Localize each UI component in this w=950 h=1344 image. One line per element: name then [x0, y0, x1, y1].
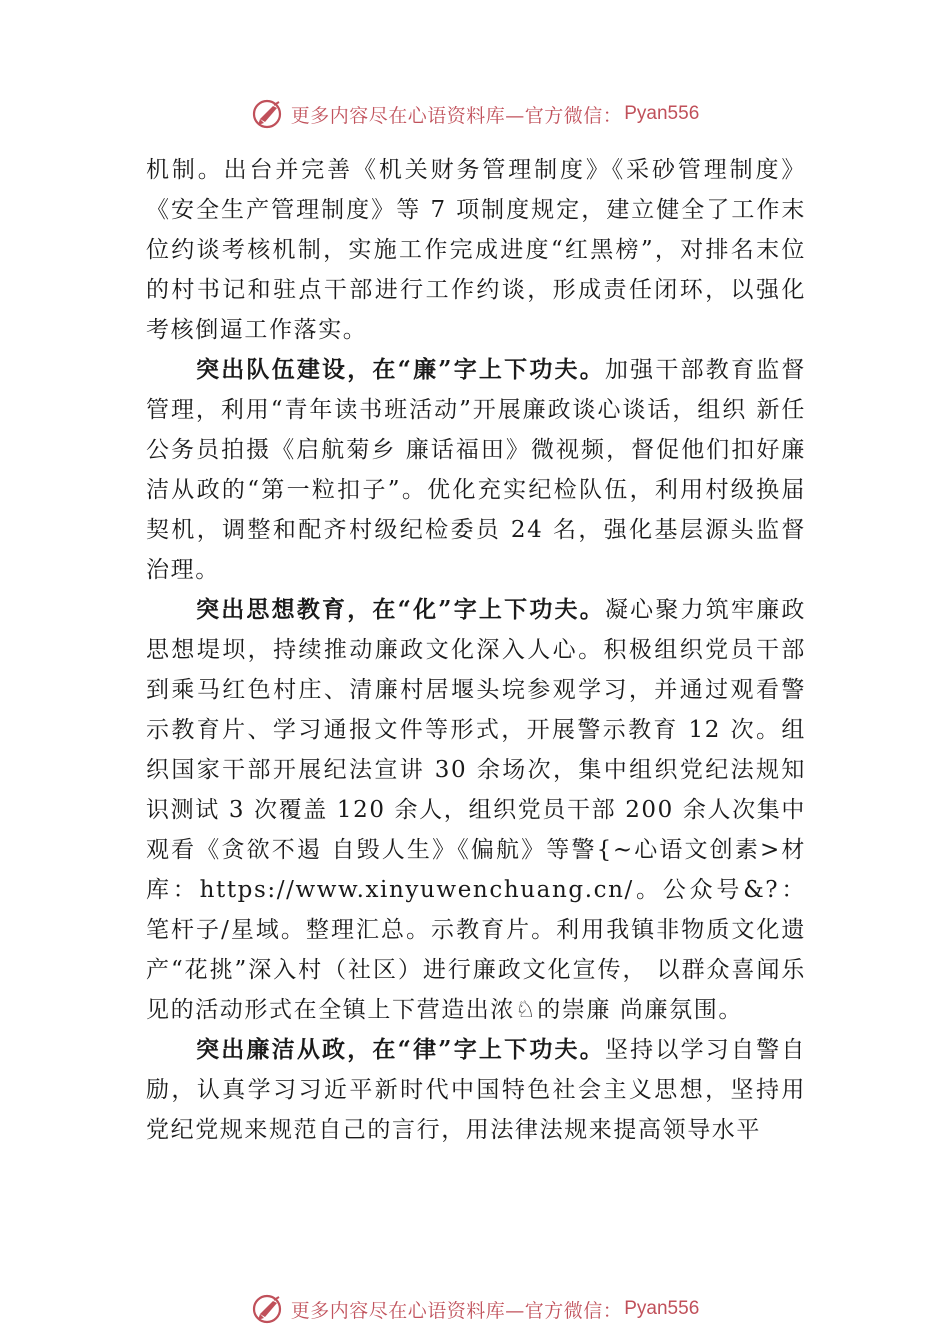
paragraph-2-body: 加强干部教育监督管理，利用“青年读书班活动”开展廉政谈心谈话，组织 新任公务员拍摄《启航菊乡 廉话福田》微视频，督促他们扣好廉洁从政的“第一粒扣子”。优化充实纪检队伍，利用村级换届契机，调整和配齐村级纪检委员 24 名，强化基层源头监督治理。	[146, 357, 806, 583]
paragraph-4	[146, 1030, 806, 1150]
paragraph-3	[146, 590, 806, 1030]
paragraph-2-lead: 突出队伍建设，在“廉”字上下功夫。	[196, 356, 605, 383]
footer-watermark-text: 更多内容尽在心语资料库—官方微信：	[290, 1299, 623, 1322]
footer-watermark-id: Pyan556	[624, 1298, 700, 1319]
paragraph-1	[146, 150, 806, 350]
pen-logo-icon	[251, 97, 285, 131]
header-watermark-id: Pyan556	[624, 103, 700, 124]
paragraph-4-lead: 突出廉洁从政，在“律”字上下功夫。	[196, 1036, 605, 1063]
footer-watermark	[0, 1289, 950, 1329]
pen-logo-icon	[251, 1292, 285, 1326]
paragraph-4-body: 坚持以学习自警自励，认真学习习近平新时代中国特色社会主义思想，坚持用党纪党规来规范自己的言行，用法律法规来提高领导水平	[146, 1037, 806, 1143]
paragraph-3-body: 凝心聚力筑牢廉政思想堤坝，持续推动廉政文化深入人心。积极组织党员干部到乘马红色村庄、清廉村居堰头垸参观学习，并通过观看警示教育片、学习通报文件等形式，开展警示教育 12 次。组织国家干部开展纪法宣讲 30 余场次，集中组织党纪法规知识测试 3 次覆盖 120 余人，组织党员干部 200 余人次集中观看《贪欲不遏 自毁人生》《偏航》等警{~心语文创素>材库：https://www.xinyuwenchuang.cn/。公众号&?：笔杆子/星域。整理汇总。示教育片。利用我镇非物质文化遗产“花挑”深入村（社区）进行廉政文化宣传， 以群众喜闻乐见的活动形式在全镇上下营造出浓♘的崇廉 尚廉氛围。	[146, 597, 806, 1023]
paragraph-2	[146, 350, 806, 590]
header-watermark-text: 更多内容尽在心语资料库—官方微信：	[290, 104, 623, 127]
paragraph-3-lead: 突出思想教育，在“化”字上下功夫。	[196, 596, 605, 623]
document-body	[146, 150, 806, 1150]
header-watermark	[0, 94, 950, 134]
paragraph-1-body: 机制。出台并完善《机关财务管理制度》《采砂管理制度》《安全生产管理制度》等 7 项制度规定，建立健全了工作末位约谈考核机制，实施工作完成进度“红黑榜”，对排名末位的村书记和驻点干部进行工作约谈，形成责任闭环，以强化考核倒逼工作落实。	[146, 157, 806, 343]
